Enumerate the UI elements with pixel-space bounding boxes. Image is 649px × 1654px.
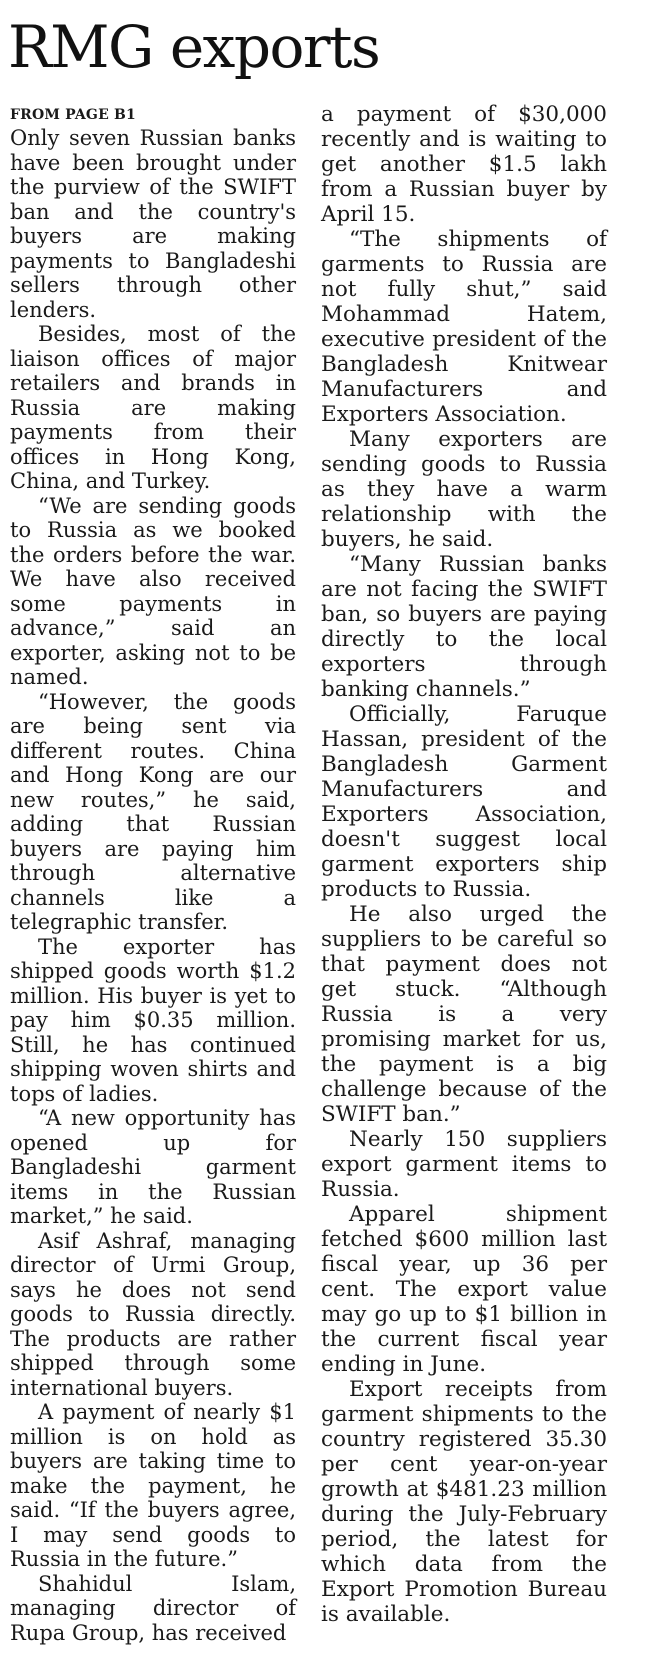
- paragraph: Only seven Russian banks have been brought under the purview of the SWIFT ban and the country's buyers are making payments to Bangladeshi sellers through other lenders.: [10, 126, 296, 322]
- paragraph: A payment of nearly $1 million is on hold as buyers are taking time to make the payment, he said. “If the buyers agree, I may send goods to Russia in the future.”: [10, 1400, 296, 1571]
- paragraph: Nearly 150 suppliers export garment items to Russia.: [321, 1127, 607, 1202]
- paragraph: Officially, Faruque Hassan, president of the Bangladesh Garment Manufacturers and Exporters Association, doesn't suggest local garment exporters ship products to Russia.: [321, 702, 607, 902]
- article-column-left: [10, 104, 296, 1645]
- paragraph: Export receipts from garment shipments to the country registered 35.30 per cent year-on-year growth at $481.23 million during the July-February period, the latest for which data from the Export Promotion Bureau is available.: [321, 1377, 607, 1627]
- paragraph: He also urged the suppliers to be careful so that payment does not get stuck. “Although Russia is a very promising market for us, the payment is a big challenge because of the SWIFT ban.”: [321, 902, 607, 1127]
- paragraph: Shahidul Islam, managing director of Rupa Group, has received: [10, 1571, 296, 1645]
- paragraph: Besides, most of the liaison offices of major retailers and brands in Russia are making payments from their offices in Hong Kong, China, and Turkey.: [10, 322, 296, 493]
- paragraph: a payment of $30,000 recently and is waiting to get another $1.5 lakh from a Russian buyer by April 15.: [321, 102, 607, 227]
- paragraph: Many exporters are sending goods to Russia as they have a warm relationship with the buyers, he said.: [321, 427, 607, 552]
- paragraph: Asif Ashraf, managing director of Urmi Group, says he does not send goods to Russia directly. The products are rather shipped through some international buyers.: [10, 1228, 296, 1400]
- paragraph: Apparel shipment fetched $600 million last fiscal year, up 36 per cent. The export value may go up to $1 billion in the current fiscal year ending in June.: [321, 1202, 607, 1377]
- kicker: FROM PAGE B1: [10, 107, 136, 123]
- paragraph: “A new opportunity has opened up for Bangladeshi garment items in the Russian market,” he said.: [10, 1106, 296, 1228]
- headline: RMG exports: [8, 13, 380, 81]
- paragraph: “Many Russian banks are not facing the SWIFT ban, so buyers are paying directly to the local exporters through banking channels.”: [321, 552, 607, 702]
- paragraph: The exporter has shipped goods worth $1.2 million. His buyer is yet to pay him $0.35 million. Still, he has continued shipping woven shirts and tops of ladies.: [10, 934, 296, 1106]
- article-column-right: [321, 102, 607, 1627]
- paragraph: “We are sending goods to Russia as we booked the orders before the war. We have also received some payments in advance,” said an exporter, asking not to be named.: [10, 493, 296, 689]
- paragraph: “However, the goods are being sent via different routes. China and Hong Kong are our new routes,” he said, adding that Russian buyers are paying him through alternative channels like a telegraphic transfer.: [10, 689, 296, 934]
- paragraph: “The shipments of garments to Russia are not fully shut,” said Mohammad Hatem, executive president of the Bangladesh Knitwear Manufacturers and Exporters Association.: [321, 227, 607, 427]
